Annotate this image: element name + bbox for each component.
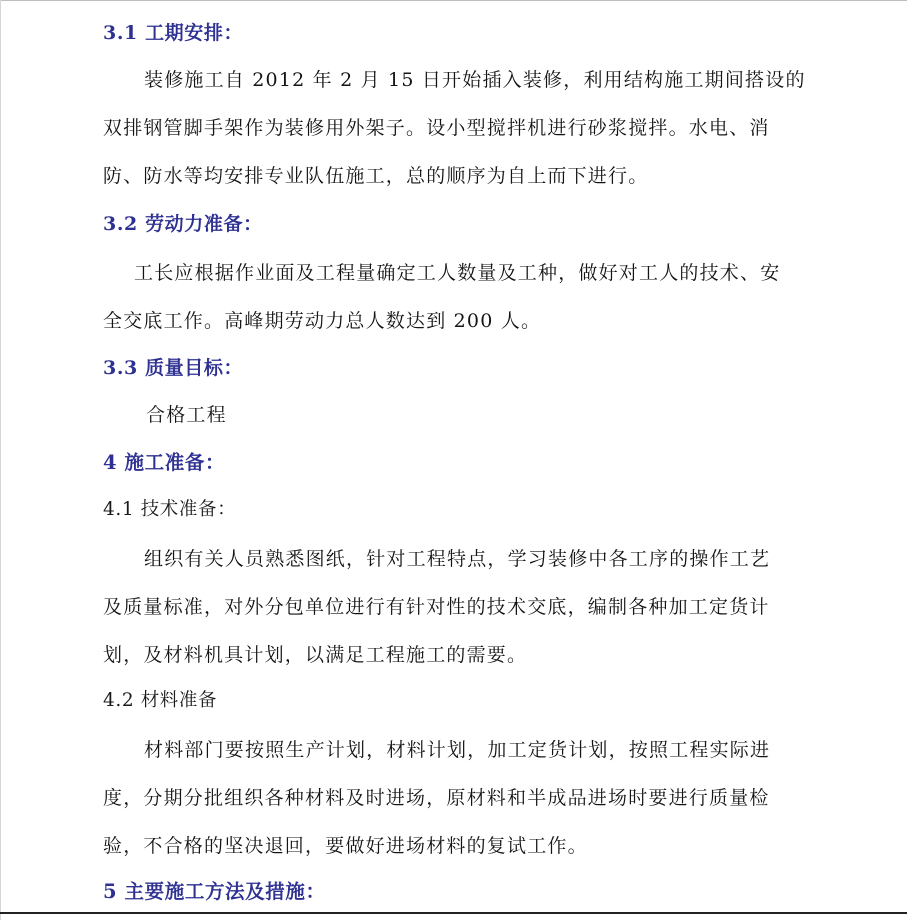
paragraph-4-1-line-1: 组织有关人员熟悉图纸，针对工程特点，学习装修中各工序的操作工艺	[144, 548, 771, 570]
left-border	[0, 0, 1, 920]
heading-4: 4 施工准备：	[103, 451, 226, 474]
heading-4-1: 4.1 技术准备：	[103, 499, 237, 520]
heading-3-1: 3.1 工期安排：	[103, 22, 244, 44]
heading-3-3: 3.3 质量目标：	[103, 357, 244, 379]
paragraph-4-1-line-2: 及质量标准，对外分包单位进行有针对性的技术交底，编制各种加工定货计	[103, 596, 770, 618]
paragraph-3-1-line-3: 防、防水等均安排专业队伍施工，总的顺序为自上而下进行。	[103, 165, 649, 187]
paragraph-4-1-line-3: 划，及材料机具计划，以满足工程施工的需要。	[103, 644, 528, 666]
paragraph-3-3-line-1: 合格工程	[146, 404, 227, 426]
paragraph-4-2-line-3: 验，不合格的坚决退回，要做好进场材料的复试工作。	[103, 835, 588, 857]
paragraph-4-2-line-1: 材料部门要按照生产计划，材料计划，加工定货计划，按照工程实际进	[144, 739, 771, 761]
paragraph-3-1-line-2: 双排钢管脚手架作为装修用外架子。设小型搅拌机进行砂浆搅拌。水电、消	[103, 117, 770, 139]
heading-3-2: 3.2 劳动力准备：	[103, 213, 263, 235]
paragraph-3-2-line-1: 工长应根据作业面及工程量确定工人数量及工种，做好对工人的技术、安	[134, 262, 781, 284]
heading-5: 5 主要施工方法及措施：	[103, 880, 326, 903]
heading-4-2: 4.2 材料准备	[103, 690, 218, 711]
paragraph-4-2-line-2: 度，分期分批组织各种材料及时进场，原材料和半成品进场时要进行质量检	[103, 787, 770, 809]
top-border	[0, 0, 907, 1]
paragraph-3-1-line-1: 装修施工自 2012 年 2 月 15 日开始插入装修，利用结构施工期间搭设的	[144, 69, 806, 91]
bottom-border	[0, 912, 907, 914]
paragraph-3-2-line-2: 全交底工作。高峰期劳动力总人数达到 200 人。	[103, 310, 542, 332]
